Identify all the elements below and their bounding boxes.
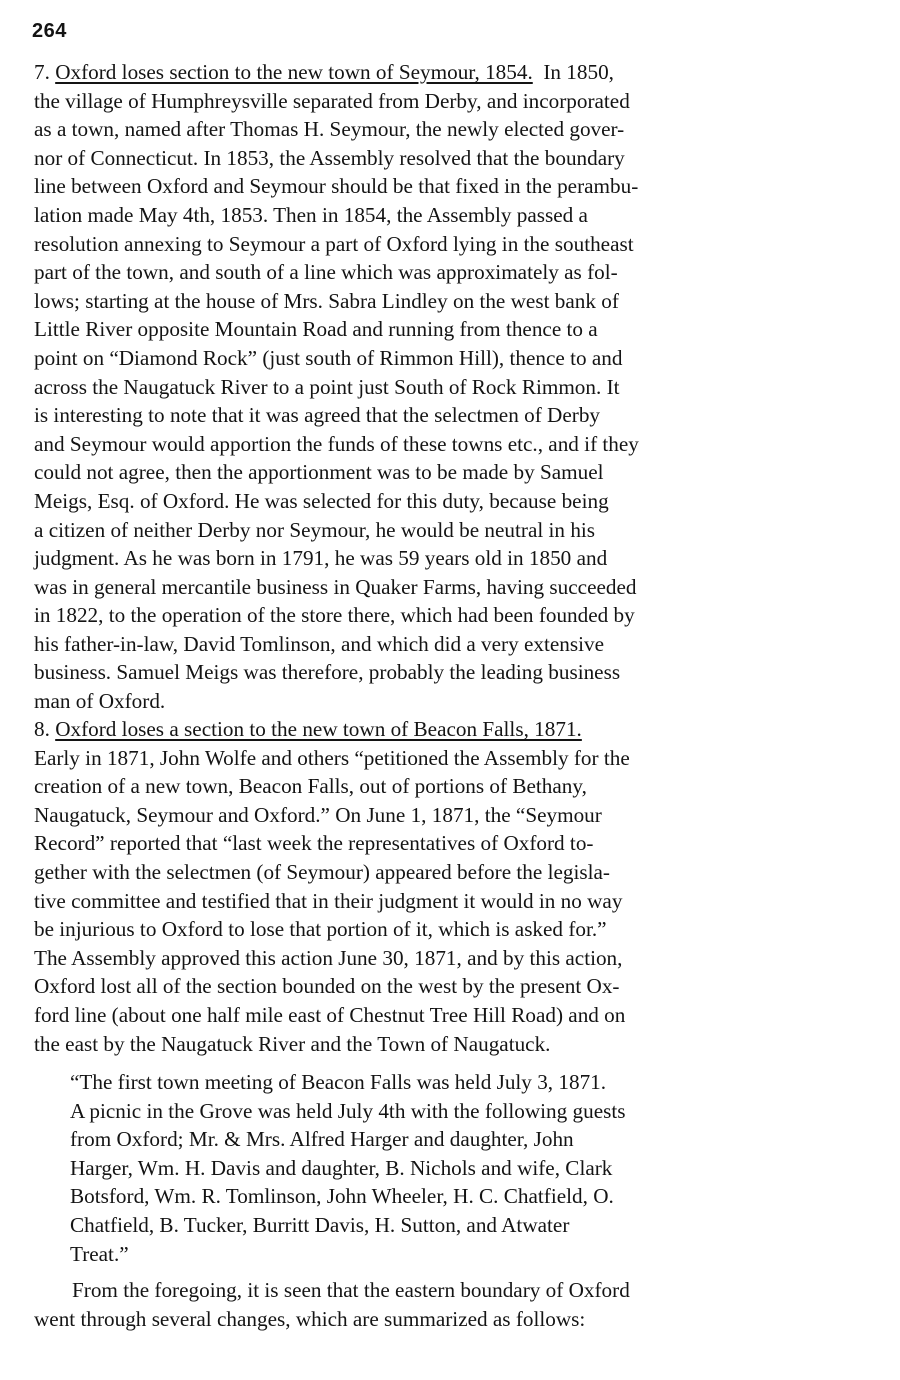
text-line: judgment. As he was born in 1791, he was 59 years old in 1850 and <box>34 546 608 571</box>
text-line: lows; starting at the house of Mrs. Sabra Lindley on the west bank of <box>34 288 619 313</box>
text-line: is interesting to note that it was agreed that the selectmen of Derby <box>34 403 601 428</box>
section-8-first-line <box>34 715 879 744</box>
text-line: went through several changes, which are summarized as follows: <box>34 1306 586 1331</box>
text-line: Meigs, Esq. of Oxford. He was selected for this duty, because being <box>34 488 609 513</box>
text-line: creation of a new town, Beacon Falls, out of portions of Bethany, <box>34 774 587 799</box>
text-line: tive committee and testified that in their judgment it would in no way <box>34 888 623 913</box>
text-line: was in general mercantile business in Quaker Farms, having succeeded <box>34 574 637 599</box>
text-line: as a town, named after Thomas H. Seymour, the newly elected gover- <box>34 117 625 142</box>
section-7-heading: Oxford loses section to the new town of Seymour, 1854. <box>55 60 533 84</box>
quote-line: Harger, Wm. H. Davis and daughter, B. Nichols and wife, Clark <box>70 1155 613 1180</box>
section-7-number: 7. <box>34 60 56 84</box>
text-line: lation made May 4th, 1853. Then in 1854, the Assembly passed a <box>34 202 588 227</box>
text-line: the east by the Naugatuck River and the Town of Naugatuck. <box>34 1031 551 1056</box>
section-7-first-line <box>34 58 879 87</box>
text-line: resolution annexing to Seymour a part of Oxford lying in the southeast <box>34 231 634 256</box>
text-line: line between Oxford and Seymour should be that fixed in the perambu- <box>34 174 639 199</box>
text-line: Early in 1871, John Wolfe and others “petitioned the Assembly for the <box>34 745 630 770</box>
text-line: could not agree, then the apportionment was to be made by Samuel <box>34 460 604 485</box>
text-line: his father-in-law, David Tomlinson, and which did a very extensive <box>34 631 605 656</box>
text-line: Naugatuck, Seymour and Oxford.” On June 1, 1871, the “Seymour <box>34 802 602 827</box>
text-line: a citizen of neither Derby nor Seymour, he would be neutral in his <box>34 517 596 542</box>
closing-paragraph <box>34 1276 879 1333</box>
quote-line: Chatfield, B. Tucker, Burritt Davis, H. Sutton, and Atwater <box>70 1212 570 1237</box>
quote-line: “The first town meeting of Beacon Falls was held July 3, 1871. <box>70 1070 607 1094</box>
text-line: Little River opposite Mountain Road and running from thence to a <box>34 317 598 342</box>
text-line: gether with the selectmen (of Seymour) appeared before the legisla- <box>34 859 610 884</box>
text-line: in 1822, to the operation of the store there, which had been founded by <box>34 603 635 628</box>
page-number: 264 <box>32 20 67 42</box>
text-line: be injurious to Oxford to lose that portion of it, which is asked for.” <box>34 917 607 942</box>
quote-line: from Oxford; Mr. & Mrs. Alfred Harger and daughter, John <box>70 1127 574 1152</box>
text-line: the village of Humphreysville separated from Derby, and incorporated <box>34 88 630 113</box>
text-line: ford line (about one half mile east of Chestnut Tree Hill Road) and on <box>34 1002 626 1027</box>
text-line: man of Oxford. <box>34 689 166 714</box>
text-line: nor of Connecticut. In 1853, the Assembly resolved that the boundary <box>34 145 625 170</box>
text-line: In 1850, <box>532 60 614 84</box>
section-8-number: 8. <box>34 717 56 741</box>
text-line: From the foregoing, it is seen that the eastern boundary of Oxford <box>72 1278 630 1302</box>
text-line: point on “Diamond Rock” (just south of Rimmon Hill), thence to and <box>34 345 623 370</box>
quote-line: A picnic in the Grove was held July 4th with the following guests <box>70 1098 626 1123</box>
text-line: Oxford lost all of the section bounded on the west by the present Ox- <box>34 974 620 999</box>
text-line: across the Naugatuck River to a point just South of Rock Rimmon. It <box>34 374 620 399</box>
text-line: part of the town, and south of a line which was approximately as fol- <box>34 260 618 285</box>
quote-line: Botsford, Wm. R. Tomlinson, John Wheeler, H. C. Chatfield, O. <box>70 1184 614 1209</box>
quoted-passage <box>70 1068 870 1268</box>
section-8-paragraph <box>34 715 879 1058</box>
section-8-heading: Oxford loses a section to the new town of Beacon Falls, 1871. <box>55 717 582 741</box>
text-line: The Assembly approved this action June 30, 1871, and by this action, <box>34 945 623 970</box>
section-7-paragraph <box>34 58 879 716</box>
quote-line: Treat.” <box>70 1241 129 1266</box>
text-line: and Seymour would apportion the funds of these towns etc., and if they <box>34 431 639 456</box>
text-line: business. Samuel Meigs was therefore, probably the leading business <box>34 660 621 685</box>
text-line: Record” reported that “last week the representatives of Oxford to- <box>34 831 594 856</box>
